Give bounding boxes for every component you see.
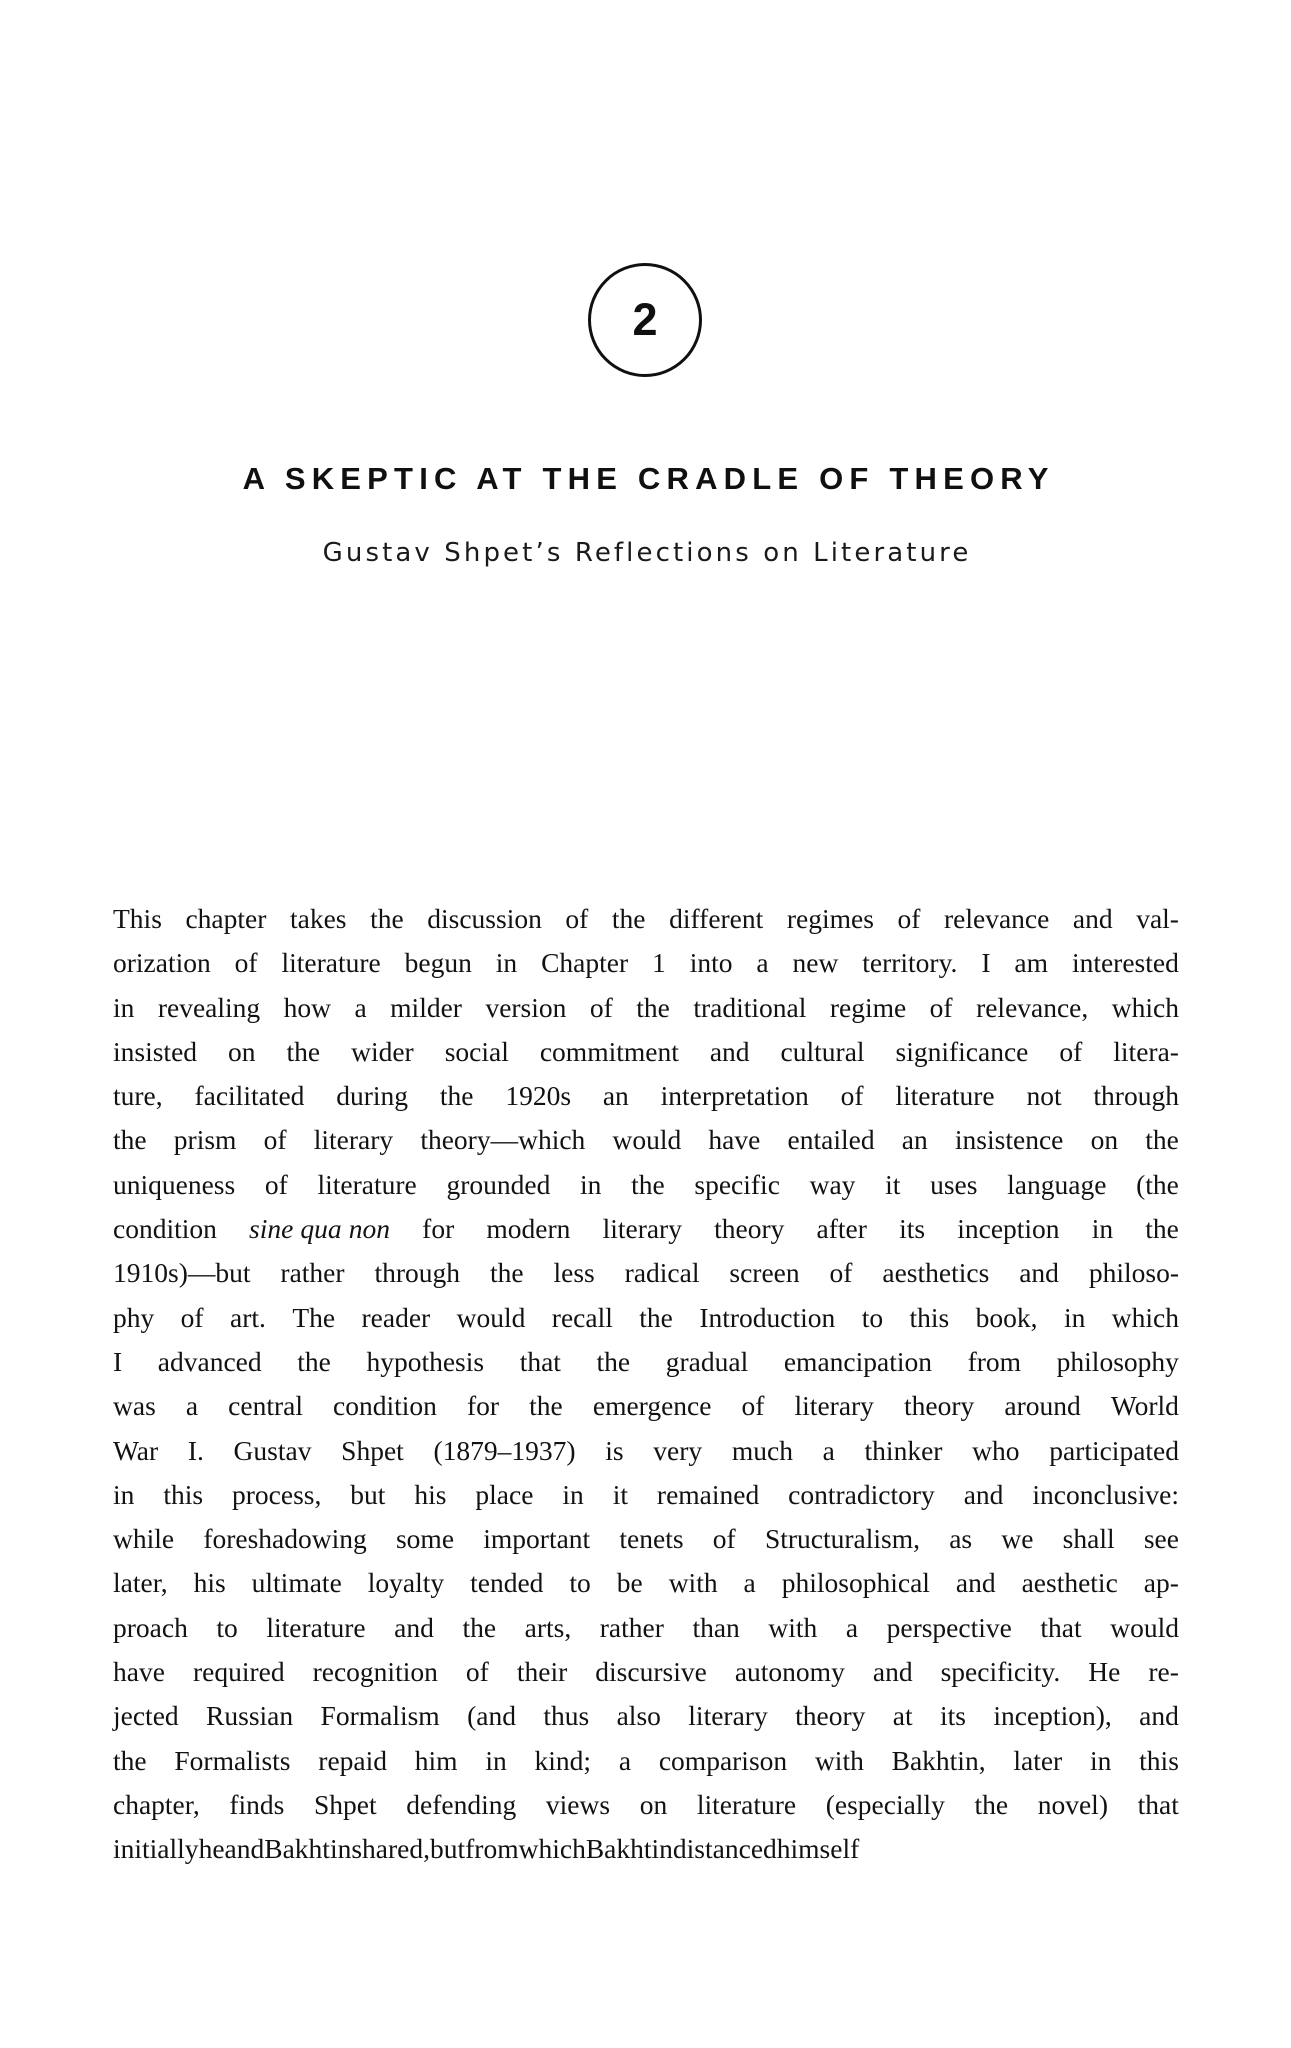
word: the (462, 1611, 497, 1643)
word: the (596, 1345, 631, 1377)
word: inconclusive: (1032, 1478, 1179, 1510)
word: milder (390, 991, 462, 1023)
word: kind; (534, 1744, 592, 1776)
word: a (618, 1744, 632, 1776)
word: World (1110, 1390, 1179, 1422)
word: rather (280, 1257, 345, 1289)
word: of (897, 903, 921, 934)
word: screen (729, 1257, 800, 1289)
word: Chapter (541, 947, 629, 979)
word: to (216, 1611, 238, 1643)
word: required (192, 1656, 285, 1688)
word: ultimate (251, 1567, 342, 1599)
word: for (422, 1213, 455, 1245)
word: novel) (1037, 1788, 1108, 1820)
word: (especially (825, 1788, 945, 1820)
word: Russian (206, 1700, 294, 1732)
word: specificity. (940, 1656, 1061, 1688)
word: of (180, 1301, 204, 1333)
text-line (113, 1429, 1179, 1473)
word: (1879–1937) (433, 1434, 576, 1466)
word: Introduction (699, 1301, 836, 1333)
word: foreshadowing (203, 1523, 367, 1555)
word: was (113, 1390, 156, 1422)
word: which (1111, 1301, 1179, 1333)
word: chapter (185, 903, 267, 934)
word: book, (975, 1301, 1038, 1333)
text-line (113, 1650, 1179, 1694)
word: Bakhtin (264, 1833, 352, 1865)
word: the (631, 1168, 665, 1200)
text-line (113, 1561, 1179, 1605)
word: arts, (524, 1611, 572, 1643)
word: him (414, 1744, 458, 1776)
word: new (792, 947, 839, 979)
word: the (286, 1035, 321, 1067)
word: their (516, 1656, 568, 1688)
word: with (768, 1611, 818, 1643)
word: of (263, 1124, 287, 1156)
word: grounded (446, 1168, 551, 1200)
word: the (489, 1257, 524, 1289)
word: and (963, 1478, 1004, 1510)
word: condition (333, 1390, 437, 1422)
word: through (1093, 1080, 1179, 1112)
word: that (1040, 1611, 1082, 1643)
word: condition (113, 1213, 217, 1245)
word: the (1145, 1213, 1179, 1245)
word: phy (113, 1301, 155, 1333)
word: literature (281, 947, 381, 979)
word: around (1004, 1390, 1081, 1422)
chapter-number-badge (588, 263, 702, 377)
word: contradictory (788, 1478, 935, 1510)
word: the (529, 1390, 563, 1422)
word: philosophy (1056, 1345, 1179, 1377)
word: shall (1062, 1523, 1115, 1555)
word: traditional (693, 991, 807, 1023)
word: thinker (864, 1434, 943, 1466)
word: revealing (157, 991, 261, 1023)
word: of (929, 991, 953, 1023)
word: version (485, 991, 567, 1023)
word: in (562, 1478, 584, 1510)
word: and (1072, 903, 1113, 934)
word: significance (895, 1035, 1029, 1067)
word: but (430, 1833, 466, 1865)
word: and (872, 1656, 913, 1688)
word: thus (543, 1700, 590, 1732)
text-line (113, 1118, 1179, 1162)
word: in (485, 1744, 507, 1776)
word: later (1013, 1744, 1063, 1776)
word: cultural (780, 1035, 865, 1067)
word: wider (351, 1035, 414, 1067)
word: after (816, 1213, 867, 1245)
text-line (113, 941, 1179, 985)
word: would (612, 1124, 682, 1156)
word: which (518, 1833, 586, 1865)
word: an (901, 1124, 928, 1156)
word: himself (776, 1833, 860, 1865)
word: emancipation (783, 1345, 932, 1377)
word: insistence (954, 1124, 1064, 1156)
word: aesthetics (882, 1257, 990, 1289)
word: than (692, 1611, 740, 1643)
word: of (264, 1168, 288, 1200)
word: and (224, 1833, 265, 1865)
word: emergence (592, 1390, 712, 1422)
word: his (414, 1478, 447, 1510)
word: see (1143, 1523, 1179, 1555)
word: specific (694, 1168, 780, 1200)
word: inception), (993, 1700, 1112, 1732)
word: a (354, 991, 367, 1023)
word: literary (602, 1213, 682, 1245)
word: 1920s (505, 1080, 572, 1112)
word: regime (829, 991, 907, 1023)
word: also (616, 1700, 661, 1732)
text-line (113, 1384, 1179, 1428)
word: I (981, 947, 991, 979)
word: orization (113, 947, 211, 979)
word: the (370, 903, 404, 934)
word: The (292, 1301, 336, 1333)
word: tenets (619, 1523, 684, 1555)
word: relevance (944, 903, 1050, 934)
word: proach (113, 1611, 188, 1643)
word: and (1139, 1700, 1179, 1732)
word: interested (1071, 947, 1179, 979)
word: shared, (351, 1833, 430, 1865)
word: Structuralism, (764, 1523, 920, 1555)
word: to (861, 1301, 884, 1333)
word: literary (313, 1124, 394, 1156)
text-line (113, 1251, 1179, 1295)
word: with (814, 1744, 864, 1776)
opening-paragraph (113, 897, 1179, 1872)
word: Gustav (233, 1434, 312, 1466)
word: later, (113, 1567, 168, 1599)
word: autonomy (734, 1656, 845, 1688)
word: of (234, 947, 258, 979)
word: we (1001, 1523, 1034, 1555)
word: at (892, 1700, 913, 1732)
word: Formalists (174, 1744, 291, 1776)
word: as (949, 1523, 973, 1555)
word: while (113, 1523, 175, 1555)
word: a (185, 1390, 199, 1422)
word: this (1139, 1744, 1179, 1776)
word: of (840, 1080, 864, 1112)
word: rather (599, 1611, 664, 1643)
word: Shpet (341, 1434, 404, 1466)
word: jected (113, 1700, 179, 1732)
word: much (731, 1434, 793, 1466)
word: an (602, 1080, 629, 1112)
word: a (845, 1611, 859, 1643)
word: theory (904, 1390, 975, 1422)
word: is (605, 1434, 624, 1466)
word: the (1145, 1124, 1179, 1156)
word: discussion (427, 903, 542, 934)
word: in (495, 947, 518, 979)
word: less (553, 1257, 595, 1289)
word: how (283, 991, 332, 1023)
word: have (708, 1124, 761, 1156)
word: gradual (665, 1345, 749, 1377)
word: and (1019, 1257, 1059, 1289)
word: I. (187, 1434, 204, 1466)
italic-phrase: sine qua non (249, 1213, 390, 1245)
word: language (1007, 1168, 1107, 1200)
word: to (569, 1567, 591, 1599)
word: Bakhtin (585, 1833, 673, 1865)
word: the (297, 1345, 331, 1377)
word: that (519, 1345, 561, 1377)
word: through (374, 1257, 461, 1289)
chapter-number: 2 (632, 293, 658, 345)
word: process, (232, 1478, 322, 1510)
word: I (113, 1345, 123, 1377)
word: social (444, 1035, 509, 1067)
word: literature (266, 1611, 366, 1643)
word: tended (470, 1567, 544, 1599)
text-line (113, 1783, 1179, 1827)
word: of (829, 1257, 853, 1289)
word: val- (1136, 903, 1179, 934)
text-line (113, 1827, 1179, 1871)
word: a (756, 947, 769, 979)
word: this (909, 1301, 950, 1333)
word: He (1088, 1656, 1121, 1688)
word: literature (895, 1080, 995, 1112)
word: during (336, 1080, 409, 1112)
word: begun (404, 947, 472, 979)
word: literature (317, 1168, 417, 1200)
word: insisted (113, 1035, 198, 1067)
word: discursive (595, 1656, 707, 1688)
word: from (967, 1345, 1022, 1377)
word: finds (229, 1788, 285, 1820)
word: theory—which (420, 1124, 586, 1156)
word: relevance, (976, 991, 1089, 1023)
word: the (611, 903, 646, 934)
word: re- (1148, 1656, 1179, 1688)
text-line (113, 1517, 1179, 1561)
word: would (456, 1301, 526, 1333)
word: but (350, 1478, 386, 1510)
word: and (394, 1611, 434, 1643)
word: it (885, 1168, 901, 1200)
word: War (113, 1434, 159, 1466)
word: some (395, 1523, 455, 1555)
word: and (955, 1567, 996, 1599)
word: its (899, 1213, 926, 1245)
text-line (113, 986, 1179, 1030)
text-line (113, 1207, 1179, 1251)
word: ture, (113, 1080, 163, 1112)
word: loyalty (367, 1567, 445, 1599)
word: in (1063, 1301, 1086, 1333)
word: in (580, 1168, 602, 1200)
word: modern (486, 1213, 571, 1245)
word: uniqueness (113, 1168, 236, 1200)
word: entailed (787, 1124, 875, 1156)
word: 1910s)—but (113, 1257, 251, 1289)
word: of (565, 903, 589, 934)
word: have (113, 1656, 165, 1688)
word: uses (930, 1168, 978, 1200)
word: remained (656, 1478, 760, 1510)
word: on (228, 1035, 256, 1067)
word: in (1091, 1213, 1114, 1245)
text-line (113, 1163, 1179, 1207)
word: litera- (1113, 1035, 1179, 1067)
word: comparison (658, 1744, 788, 1776)
word: the (974, 1788, 1009, 1820)
word: who (972, 1434, 1020, 1466)
word: theory (795, 1700, 866, 1732)
word: chapter, (113, 1788, 200, 1820)
text-line (113, 1606, 1179, 1650)
word: Formalism (320, 1700, 440, 1732)
word: on (1090, 1124, 1119, 1156)
word: the (113, 1124, 147, 1156)
word: of (741, 1390, 765, 1422)
word: be (616, 1567, 643, 1599)
word: would (1110, 1611, 1179, 1643)
word: takes (289, 903, 347, 934)
word: literature (696, 1788, 797, 1820)
word: the (636, 991, 670, 1023)
word: interpretation (660, 1080, 809, 1112)
word: am (1014, 947, 1049, 979)
word: his (193, 1567, 226, 1599)
word: a (743, 1567, 756, 1599)
text-line (113, 1694, 1179, 1738)
word: important (483, 1523, 591, 1555)
word: (the (1136, 1168, 1179, 1200)
word: prism (173, 1124, 237, 1156)
text-line (113, 1473, 1179, 1517)
word: distanced (672, 1833, 777, 1865)
word: way (809, 1168, 856, 1200)
word: art. (230, 1301, 266, 1333)
word: ap- (1143, 1567, 1179, 1599)
text-line (113, 1074, 1179, 1118)
word: literary (794, 1390, 874, 1422)
word: a (822, 1434, 835, 1466)
word: from (465, 1833, 519, 1865)
word: facilitated (194, 1080, 305, 1112)
text-line (113, 1340, 1179, 1384)
word: and (709, 1035, 750, 1067)
word: that (1137, 1788, 1179, 1820)
word: its (940, 1700, 966, 1732)
word: territory. (862, 947, 958, 979)
body-text-block (113, 897, 1179, 1872)
text-line (113, 897, 1179, 941)
word: in (1090, 1744, 1112, 1776)
word: (and (467, 1700, 516, 1732)
word: different (669, 903, 764, 934)
word: this (163, 1478, 204, 1510)
word: Bakhtin, (891, 1744, 986, 1776)
word: repaid (318, 1744, 388, 1776)
word: participated (1049, 1434, 1179, 1466)
chapter-title: A SKEPTIC AT THE CRADLE OF THEORY (242, 460, 1055, 496)
word: place (475, 1478, 534, 1510)
word: Shpet (313, 1788, 377, 1820)
word: theory (714, 1213, 785, 1245)
word: the (113, 1744, 147, 1776)
text-line (113, 1296, 1179, 1340)
word: in (113, 991, 135, 1023)
word: regimes (786, 903, 874, 934)
word: radical (624, 1257, 700, 1289)
word: which (1111, 991, 1179, 1023)
word: of (589, 991, 613, 1023)
word: literary (688, 1700, 768, 1732)
word: hypothesis (366, 1345, 485, 1377)
word: inception (957, 1213, 1060, 1245)
word: of (1059, 1035, 1083, 1067)
word: in (113, 1478, 135, 1510)
word: of (465, 1656, 489, 1688)
word: perspective (886, 1611, 1012, 1643)
word: views (545, 1788, 611, 1820)
word: recognition (312, 1656, 438, 1688)
word: 1 (652, 947, 666, 979)
word: reader (361, 1301, 431, 1333)
word: it (612, 1478, 628, 1510)
word: advanced (157, 1345, 262, 1377)
word: on (639, 1788, 668, 1820)
word: he (198, 1833, 225, 1865)
word: into (689, 947, 733, 979)
word: of (712, 1523, 736, 1555)
word: recall (551, 1301, 613, 1333)
word: with (668, 1567, 718, 1599)
word: for (467, 1390, 500, 1422)
word: commitment (539, 1035, 679, 1067)
word: philosophical (781, 1567, 930, 1599)
chapter-subtitle: Gustav Shpet’s Reflections on Literature (322, 537, 972, 568)
word: defending (406, 1788, 517, 1820)
word: very (653, 1434, 703, 1466)
word: central (228, 1390, 303, 1422)
word: not (1026, 1080, 1062, 1112)
word: This (113, 903, 162, 934)
word: initially (113, 1833, 199, 1865)
text-line (113, 1739, 1179, 1783)
word: the (439, 1080, 474, 1112)
word: aesthetic (1021, 1567, 1118, 1599)
word: philoso- (1088, 1257, 1179, 1289)
word: the (639, 1301, 673, 1333)
text-line (113, 1030, 1179, 1074)
